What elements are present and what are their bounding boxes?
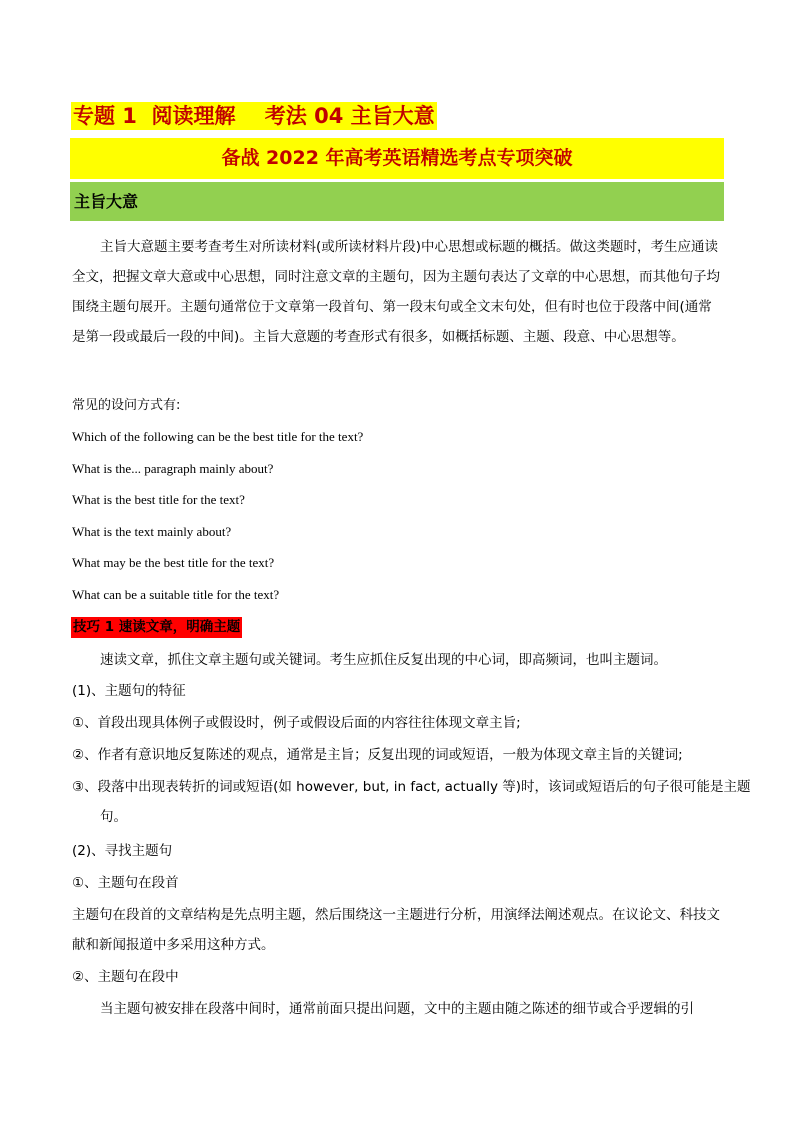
subtitle-banner: 备战 2022 年高考英语精选考点专项突破: [70, 138, 724, 179]
features-heading: (1)、主题句的特征: [72, 683, 186, 699]
find-heading: (2)、寻找主题句: [72, 843, 173, 859]
question-2: What is the... paragraph mainly about?: [72, 461, 274, 476]
feature-item-3: ③、段落中出现表转折的词或短语(如 however, but, in fact, actually 等)时，该词或短语后的句子很可能是主题句。: [72, 779, 751, 825]
feature-item-2: ②、作者有意识地反复陈述的观点，通常是主旨；反复出现的词或短语，一般为体现文章主旨的关键词;: [72, 747, 683, 763]
question-intro: 常见的设问方式有:: [72, 398, 181, 413]
intro-paragraph: 主旨大意题主要考查考生对所读材料(或所读材料片段)中心思想或标题的概括。做这类题时，考生应通读全文，把握文章大意或中心思想，同时注意文章的主题句，因为主题句表达了文章的中心思想，而其他句子均围绕主题句展开。主题句通常位于文章第一段首句、第一段末句或全文末句处，但有时也位于段落中间(通常是第一段或最后一段的中间)。主旨大意题的考查形式有很多，如概括标题、主题、段意、中心思想等。: [72, 239, 720, 345]
feature-item-1: ①、首段出现具体例子或假设时，例子或假设后面的内容往往体现文章主旨;: [72, 715, 521, 731]
question-1: Which of the following can be the best title for the text?: [72, 429, 364, 444]
section-title: 主旨大意: [74, 192, 139, 211]
find-sub-1: ①、主题句在段首: [72, 875, 179, 891]
question-6: What can be a suitable title for the text?: [72, 587, 280, 602]
find-sub-2-text: 当主题句被安排在段落中间时，通常前面只提出问题，文中的主题由随之陈述的细节或合乎逻辑的引: [100, 1001, 694, 1017]
question-5: What may be the best title for the text?: [72, 555, 275, 570]
question-4: What is the text mainly about?: [72, 524, 232, 539]
topic-title: 专题 1 阅读理解 考法 04 主旨大意: [73, 104, 435, 128]
question-3: What is the best title for the text?: [72, 492, 245, 507]
tip-text: 速读文章，抓住文章主题句或关键词。考生应抓住反复出现的中心词，即高频词，也叫主题词。: [100, 652, 667, 668]
find-sub-2: ②、主题句在段中: [72, 969, 179, 985]
section-header: [70, 182, 724, 221]
find-sub-1-text: 主题句在段首的文章结构是先点明主题，然后围绕这一主题进行分析，用演绎法阐述观点。在议论文、科技文献和新闻报道中多采用这种方式。: [72, 907, 720, 953]
tip-label: 技巧 1 速读文章，明确主题: [71, 617, 242, 638]
